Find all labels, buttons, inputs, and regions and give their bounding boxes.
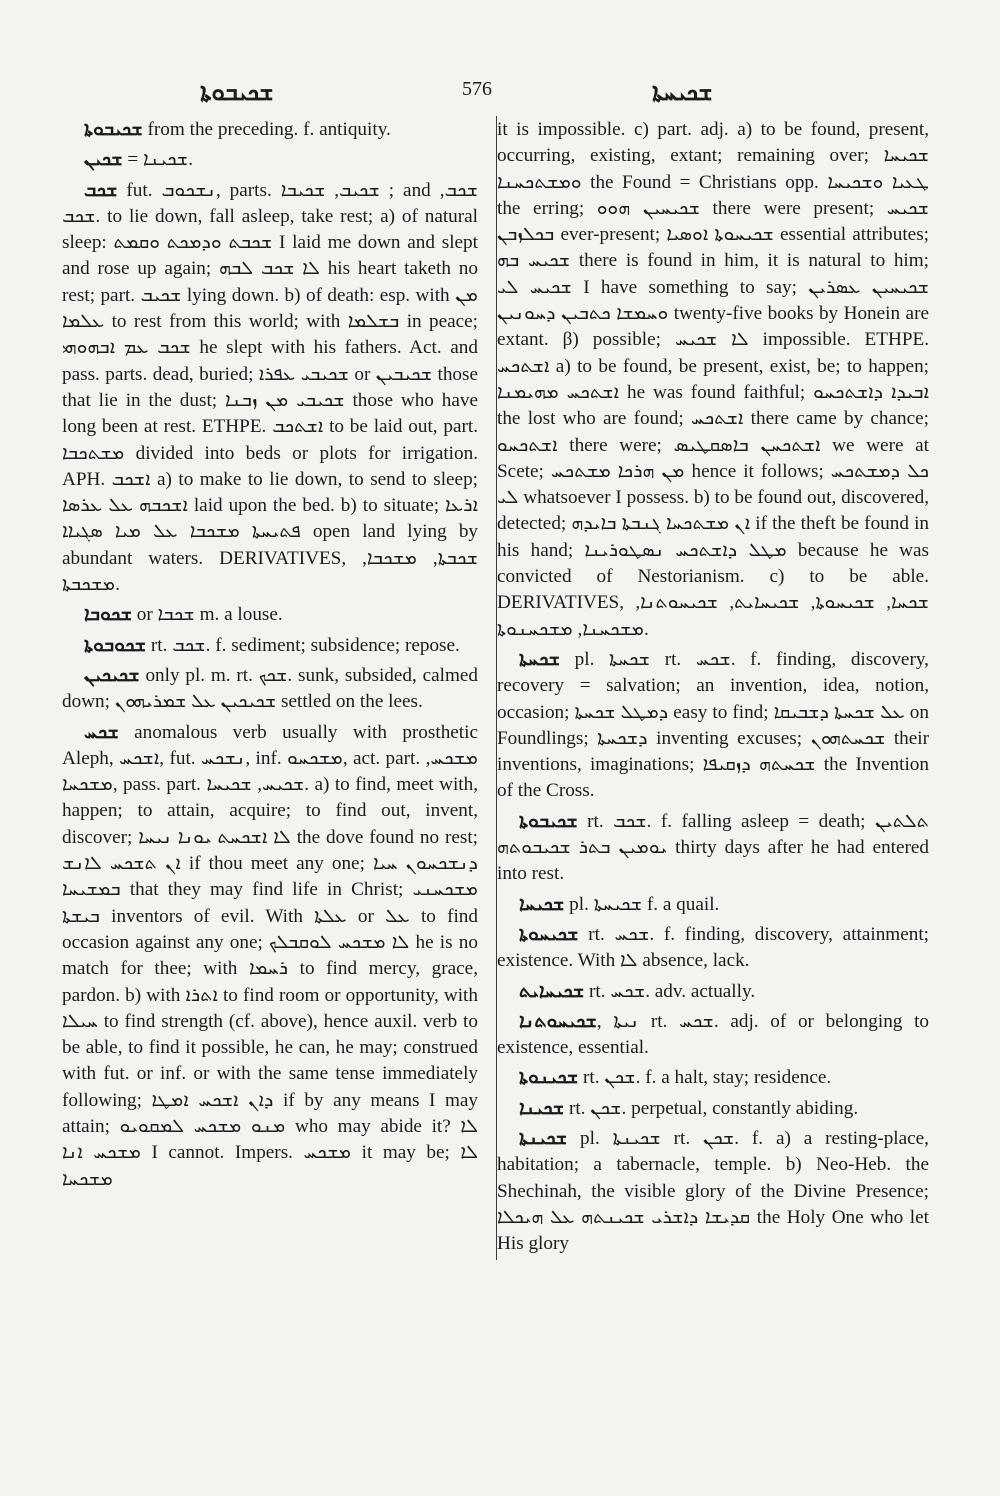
definition: rt. ܫܟܒ. f. falling asleep = death; ܬܠܬܝܢ ܝܘܡܝܢ ܒܬܪ ܫܟܝܒܘܬܗ thirty days after he had entered into rest. [497, 810, 930, 885]
entry [497, 891, 929, 918]
right-running-head: ܫܟܝܚܬܐ [652, 78, 713, 106]
left-column [62, 116, 478, 1196]
right-column [496, 116, 929, 1260]
entry [497, 646, 929, 805]
definition: or ܫܟܒܐ m. a louse. [131, 604, 283, 626]
entry [497, 1095, 929, 1122]
entry [497, 1125, 929, 1257]
headword: ܫܟܘܒܐ [84, 602, 132, 626]
headword: ܫܟܝܚܘܬܢܐ [519, 1008, 597, 1032]
entry [497, 921, 929, 975]
headword: ܫܟܝܒܘܬܐ [84, 117, 143, 140]
headword: ܫܟܚ [84, 719, 119, 743]
definition: rt. ܫܟܚ. adv. actually. [584, 980, 756, 1002]
entry [497, 1064, 929, 1091]
entry [62, 719, 478, 1193]
definition: it is impossible. c) part. adj. a) to be found, present, occurring, existing, extant; remaining over; ܫܟܝܚܐ ܘܡܫܬܟܚܢܐ the Found = Christians opp. ܛܥܝܐ ܘܫܟܝܚܐ the erring; ܫܟܝܚܝܢ ܗܘܘ there were present; ܫܟܝܚ ܒܟܠܙܒܢ ever-present; ܫܟܝܚܘܬܐ ܐܘܣܝܐ essential attributes; ܫܟܝܚ ܒܗ there is found in him, it is natural to him; ܫܟܝܚ ܠܝ I have something to say; ܫܟܝܚܝܢ ܥܣܪܝܢ ܘܚܡܫܐ ܟܬܒܝܢ ܕܚܘܢܝܢ twenty-five books by Honein are extant. β) possible; ܠܐ ܫܟܝܚ impossible. ETHPE. ܐܫܬܟܚ a) to be found, be present, exist, be; to happen; ܐܫܬܟܚ ܡܗܝܡܢܐ he was found faithful; ܐܒܝܕܐ ܕܐܫܬܟܚܘ the lost who are found; ܐܫܬܟܚ there came by chance; ܐܫܬܟܚܘ there were; ܐܫܬܟܚܢ ܒܐܣܩܛܝܣ we were at Scete; ܡܢ ܗܪܟܐ ܡܫܬܟܚ hence it follows; ܟܠ ܕܡܫܬܟܚ ܠܝ whatsoever I possess. b) to be found out, discovered, detected; ܐܢ ܡܫܬܟܚܐ ܓܢܒܬܐ ܒܐܝܕܗ if the theft be found in his hand; ܡܛܠ ܕܐܫܬܟܚ ܢܣܛܘܪܝܢܐ because he was convicted of Nestorianism. c) to be able. DERIVATIVES, ܫܟܚܐ, ܫܟܝܚܘܬܐ, ܫܟܝܚܐܝܬ, ܫܟܝܚܘܬܢܐ, ܡܫܟܚܢܐ, ܡܫܟܚܢܘܬܐ. [497, 119, 930, 640]
entry [62, 632, 478, 659]
definition: rt. ܫܟܒ. f. sediment; subsidence; repose. [146, 634, 460, 656]
entry-continuation [497, 116, 929, 643]
definition: only pl. m. rt. ܫܟܟ. sunk, subsided, calmed down; ܫܟܝܟܝܢ ܥܠ ܫܡܪܝܗܘܢ settled on the lees. [62, 664, 478, 713]
definition: anomalous verb usually with prosthetic Aleph, ܐܫܟܚ, fut. ܢܫܟܚ, inf. ܡܫܟܚܘ, act. part. ܡܫܟܚ, ܡܫܟܚܐ, pass. part. ܫܟܝܚ, ܫܟܝܚܐ. a) to find, meet with, happen; to attain, acquire; to find out, invent, discover; ܠܐ ܐܫܟܚܬ ܝܘܢܐ ܢܝܚܐ the dove found no rest; ܐܢ ܬܫܟܚ ܠܐܢܫ if thou meet any one; ܕܢܫܟܚܘܢ ܚܝܐ ܒܡܫܝܚܐ that they may find life in Christ; ܡܫܟܚܢܝ ܒܝܫܬܐ inventors of evil. With ܥܠܬܐ or ܥܠ to find occasion against any one; ܠܐ ܡܫܟܚ ܠܘܩܒܠܟ he is no match for thee; with ܪܚܡܐ to find mercy, grace, pardon. b) with ܐܬܪܐ to find room or opportunity, with ܚܝܠܐ to find strength (cf. above), hence auxil. verb to be able, to find it possible, he can, he may; construed with fut. or inf. or with the same tense immediately following; ܕܐܢ ܐܫܟܚ ܐܡܛܐ if by any means I may attain; ܡܢܘ ܡܫܟܚ ܠܡܩܘܝܘ who may abide it? ܠܐ ܡܫܟܚ ܐܢܐ I cannot. Impers. ܡܫܟܚ it may be; ܠܐ ܡܫܟܚܐ [62, 721, 478, 1190]
definition: rt. ܫܟܢ. perpetual, constantly abiding. [564, 1097, 859, 1119]
headword: ܫܟܝܒܘܬܐ [519, 808, 578, 832]
headword: ܫܟܝܚܘܬܐ [519, 921, 579, 945]
page-number: 576 [462, 78, 492, 100]
headword: ܫܟܝܢ [84, 147, 123, 171]
headword: ܫܟܘܒܘܬܐ [84, 632, 147, 656]
definition: from the preceding. f. antiquity. [142, 119, 391, 140]
entry [62, 177, 478, 599]
entry [62, 146, 478, 173]
entry [62, 116, 478, 143]
entry [62, 601, 478, 628]
definition: pl. ܫܟܝܢܬܐ rt. ܫܟܢ. f. a) a resting-place, habitation; a tabernacle, temple. b) Neo-Heb. the Shechinah, the visible glory of the Divine Presence; ܩܕܝܫܐ ܕܐܫܪܝ ܫܟܝܢܬܗ ܥܠ ܗܝܟܠܐ the Holy One who let His glory [497, 1127, 929, 1255]
headword: ܫܟܝܟܝܢ [84, 662, 140, 686]
definition: pl. ܫܟܝܚܬܐ f. a quail. [564, 893, 720, 915]
headword: ܫܟܝܚܐ [519, 891, 565, 915]
definition: fut. ܢܫܟܘܒ, parts. ܫܟܝܒ, ܫܟܝܒܐ ; and ܫܟܒ, ܫܟܒ. to lie down, fall asleep, take rest; a) of natural sleep: ܫܟܒܬ ܘܕܡܟܬ ܘܩܡܬ I laid me down and slept and rose up again; ܠܐ ܫܟܒ ܠܒܗ his heart taketh no rest; part. ܫܟܝܒ lying down. b) of death: esp. with ܡܢ ܥܠܡܐ to rest from this world; with ܒܫܠܡܐ in peace; ܫܟܒ ܥܡ ܐܒܗܘܗܝ he slept with his fathers. Act. and pass. parts. dead, buried; ܫܟܝܒܝ ܥܦܪܐ or ܫܟܝܒܝܢ those that lie in the dust; ܫܟܝܒܝ ܡܢ ܙܒܢܐ those who have long been at rest. ETHPE. ܐܫܬܟܒ to be laid out, part. ܡܫܬܟܒܐ divided into beds or plots for irrigation. APH. ܐܫܟܒ a) to make to lie down, to send to sleep; ܐܫܟܒܗ ܥܠ ܥܪܣܐ laid upon the bed. b) to situate; ܐܪܥܐ ܦܬܝܚܬܐ ܡܫܟܒܐ ܥܠ ܡܝܐ ܣܓܝܐܐ open land lying by abundant waters. DERIVATIVES, ܫܟܒܬܐ, ܡܫܟܒܐ, ܡܫܟܒܬܐ. [62, 179, 479, 596]
entry [62, 662, 478, 716]
entry [497, 1008, 929, 1062]
definition: pl. ܫܟܚܬܐ rt. ܫܟܚ. f. finding, discovery, recovery = salvation; an invention, idea, notion, occasion; ܕܡܛܠ ܫܟܚܬܐ easy to find; ܥܠ ܫܟܚܬܐ ܕܫܒܝܩܐ on Foundlings; ܕܫܟܚܬܐ inventing excuses; ܫܟܚܬܗܘܢ their inventions, imaginations; ܫܟܚܬܗ ܕܙܩܝܦܐ the Invention of the Cross. [497, 648, 929, 802]
definition: = ܫܟܝܢܐ. [122, 149, 193, 171]
definition: rt. ܫܟܚ. f. finding, discovery, attainment; existence. With ܠܐ absence, lack. [497, 923, 929, 972]
headword: ܫܟܒ [84, 177, 118, 201]
headword: ܫܟܝܚܐܝܬ [519, 978, 585, 1002]
entry [497, 808, 929, 888]
headword: ܫܟܚܬܐ [519, 646, 561, 670]
headword: ܫܟܝܢܘܬܐ [519, 1065, 579, 1089]
headword: ܫܟܝܢܬܐ [519, 1125, 568, 1149]
headword: ܫܟܝܢܐ [519, 1095, 565, 1119]
definition: , ܢܝܬܐ rt. ܫܟܚ. adj. of or belonging to existence, essential. [497, 1010, 929, 1059]
definition: rt. ܫܟܢ. f. a halt, stay; residence. [578, 1067, 832, 1089]
entry [497, 978, 929, 1005]
left-running-head: ܫܟܝܒܘܬܐ [200, 78, 274, 106]
